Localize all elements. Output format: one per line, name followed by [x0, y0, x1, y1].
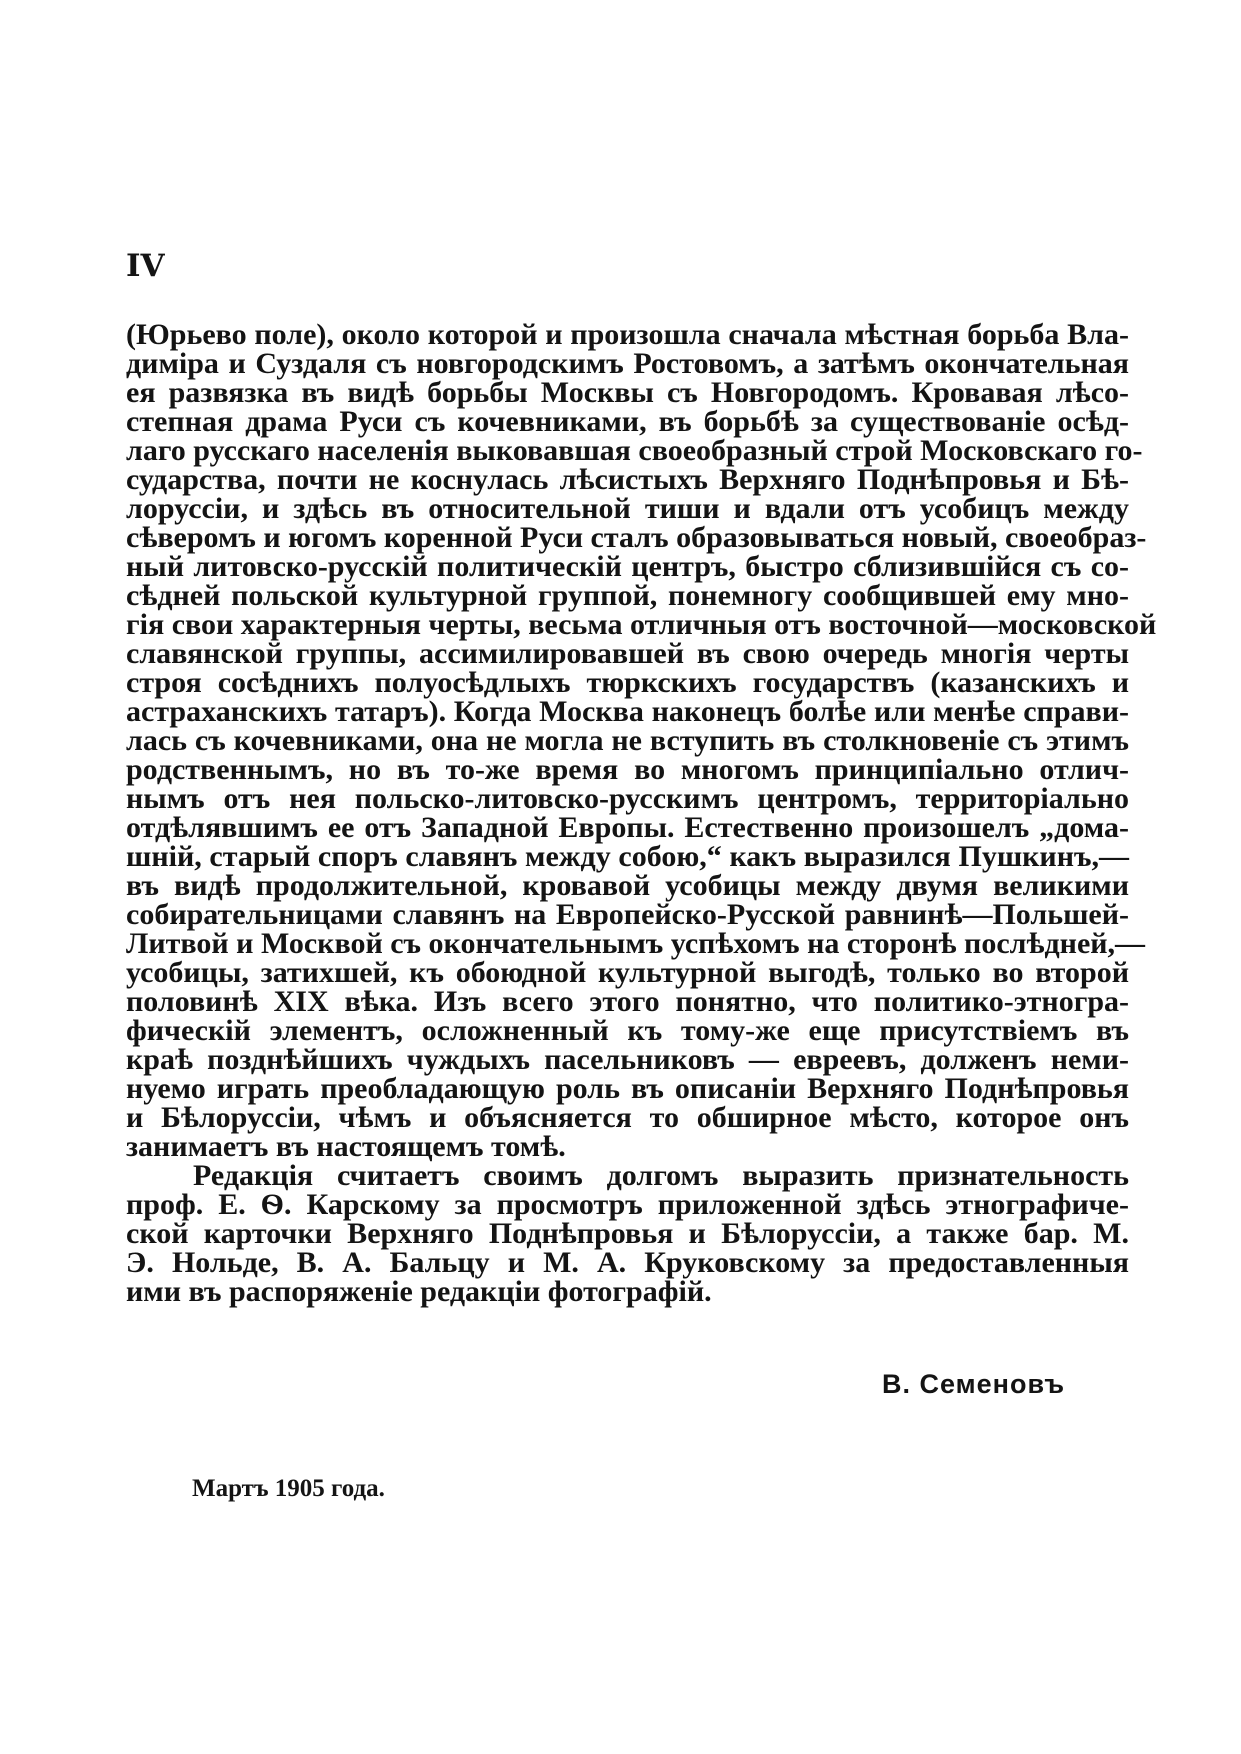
text-line: степная драма Руси съ кочевниками, въ борьбѣ за существованіе осѣд- — [126, 405, 1129, 438]
text-line: гія свои характерныя черты, весьма отличныя отъ восточной—московской — [126, 608, 1157, 641]
text-line: сѣверомъ и югомъ коренной Руси сталъ образовываться новый, своеобраз- — [126, 521, 1147, 554]
text-line: и Бѣлоруссіи, чѣмъ и объясняется то обширное мѣсто, которое онъ — [126, 1101, 1129, 1134]
text-line: родственнымъ, но въ то-же время во многомъ принципіально отлич- — [126, 753, 1129, 786]
text-line: собирательницами славянъ на Европейско-Русской равнинѣ—Польшей- — [126, 898, 1129, 931]
text-line: диміра и Суздаля съ новгородскимъ Ростовомъ, а затѣмъ окончательная — [126, 347, 1129, 380]
text-line: сударства, почти не коснулась лѣсистыхъ Верхняго Поднѣпровья и Бѣ- — [126, 463, 1129, 496]
text-line: лась съ кочевниками, она не могла не вступить въ столкновеніе съ этимъ — [126, 724, 1129, 757]
text-line: занимаетъ въ настоящемъ томѣ. — [126, 1130, 566, 1163]
text-line: отдѣлявшимъ ее отъ Западной Европы. Естественно произошелъ „дома- — [126, 811, 1129, 844]
text-line: ея развязка въ видѣ борьбы Москвы съ Новгородомъ. Кровавая лѣсо- — [126, 376, 1129, 409]
text-line: (Юрьево поле), около которой и произошла сначала мѣстная борьба Вла- — [126, 318, 1129, 351]
text-line: ный литовско-русскій политическій центръ, быстро сблизившійся съ со- — [126, 550, 1129, 583]
text-line: лоруссіи, и здѣсь въ относительной тиши и вдали отъ усобицъ между — [126, 492, 1129, 525]
author-signature: В. Семеновъ — [882, 1369, 1066, 1399]
body-text — [126, 318, 1157, 1308]
text-line: лаго русскаго населенія выковавшая своеобразный строй Московскаго го- — [126, 434, 1143, 467]
text-line: половинѣ XIX вѣка. Изъ всего этого понятно, что политико-этногра- — [126, 985, 1129, 1018]
text-line: нымъ отъ нея польско-литовско-русскимъ центромъ, территоріально — [126, 782, 1129, 815]
text-line: астраханскихъ татаръ). Когда Москва наконецъ болѣе или менѣе справи- — [126, 695, 1129, 728]
text-line: краѣ позднѣйшихъ чуждыхъ пасельниковъ — евреевъ, долженъ неми- — [126, 1043, 1129, 1076]
date-line: Мартъ 1905 года. — [192, 1475, 385, 1502]
text-line: ской карточки Верхняго Поднѣпровья и Бѣлоруссіи, а также бар. М. — [126, 1217, 1129, 1250]
text-line: славянской группы, ассимилировавшей въ свою очередь многія черты — [126, 637, 1129, 670]
text-line: усобицы, затихшей, къ обоюдной культурной выгодѣ, только во второй — [126, 956, 1129, 989]
page-number: IV — [126, 248, 165, 284]
text-line: нуемо играть преобладающую роль въ описаніи Верхняго Поднѣпровья — [126, 1072, 1129, 1105]
text-line: въ видѣ продолжительной, кровавой усобицы между двумя великими — [126, 869, 1129, 902]
text-line: ими въ распоряженіе редакціи фотографій. — [126, 1275, 712, 1308]
text-line: Литвой и Москвой съ окончательнымъ успѣхомъ на сторонѣ послѣдней,— — [126, 927, 1146, 960]
text-line: строя сосѣднихъ полуосѣдлыхъ тюркскихъ государствъ (казанскихъ и — [126, 666, 1129, 699]
text-line: проф. Е. Ѳ. Карскому за просмотръ приложенной здѣсь этнографиче- — [126, 1188, 1129, 1221]
text-line: Редакція считаетъ своимъ долгомъ выразить признательность — [193, 1159, 1129, 1192]
text-line: шній, старый споръ славянъ между собою,“ какъ выразился Пушкинъ,— — [126, 840, 1129, 873]
text-line: Э. Нольде, В. А. Бальцу и М. А. Круковскому за предоставленныя — [126, 1246, 1129, 1279]
text-line: сѣдней польской культурной группой, понемногу сообщившей ему мно- — [126, 579, 1129, 612]
text-line: фическій элементъ, осложненный къ тому-же еще присутствіемъ въ — [126, 1014, 1129, 1047]
